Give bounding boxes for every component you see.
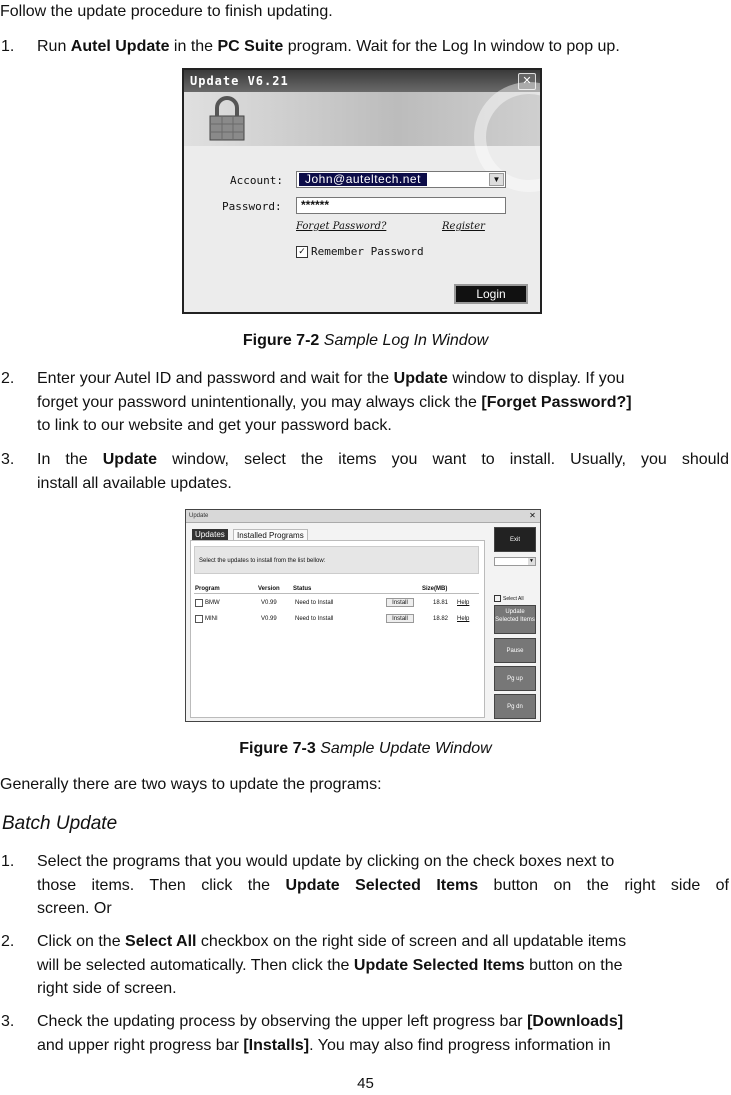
forget-password-link[interactable]: Forget Password? [296,221,387,232]
batch-2-text: Click on the Select All checkbox on the right side of screen and all updatable items will be selected automatically. Then click the Update Selected Items button on the right side of screen. [37,933,627,997]
step-3-text: In the Update window, select the items you want to install. Usually, you should install all available updates. [37,451,729,492]
column-header-size: Size(MB) [422,586,448,592]
chevron-down-icon[interactable]: ▼ [529,558,534,564]
intro-text: Follow the update procedure to finish updating. [0,3,333,20]
update-window-title: Update [186,510,540,523]
page-number: 45 [357,1075,374,1092]
column-header-version: Version [258,586,280,592]
row-status: Need to Install [295,616,334,622]
batch-2-number: 2. [1,933,15,950]
figure-7-3-caption: Figure 7-3 Sample Update Window [239,740,492,757]
header-divider [194,593,479,594]
row-size: 18.81 [433,600,449,606]
tab-installed-programs[interactable]: Installed Programs [233,529,308,541]
step-1-text: Run Autel Update in the PC Suite program. Wait for the Log In window to pop up. [37,38,620,55]
step-2-text: Enter your Autel ID and password and wait for the Update window to display. If you forget your password unintentionally, you may always click the [Forget Password?] to link to our website and get your password back. [37,370,632,434]
account-label: Account: [230,174,283,187]
register-link[interactable]: Register [442,221,485,232]
row-size: 18.82 [433,616,449,622]
generally-text: Generally there are two ways to update the programs: [0,776,382,793]
batch-3-number: 3. [1,1013,15,1030]
select-all-checkbox[interactable]: Select All [494,595,524,602]
login-window-title: Update V6.21 [184,70,540,92]
figure-7-2-caption: Figure 7-2 Sample Log In Window [242,332,489,349]
step-1-number: 1. [1,38,15,55]
row-checkbox[interactable] [195,599,203,607]
close-icon[interactable]: ✕ [518,73,536,90]
select-all-box[interactable] [494,595,501,602]
step-3-number: 3. [1,451,15,468]
password-value: ****** [301,198,330,212]
login-banner [184,92,540,146]
page-down-button[interactable]: Pg dn [494,694,536,719]
batch-3-text: Check the updating process by observing the upper left progress bar [Downloads] and upper right progress bar [Installs]. You may also find progress information in [37,1013,624,1054]
close-icon[interactable]: ✕ [529,511,536,520]
update-sidebar [489,524,539,718]
padlock-icon [206,96,250,142]
column-header-status: Status [293,586,312,592]
column-header-program: Program [195,586,220,592]
program-select[interactable] [494,557,536,566]
row-version: V0.99 [261,616,277,622]
tab-updates[interactable]: Updates [192,529,228,540]
step-2-number: 2. [1,370,15,387]
exit-button[interactable]: Exit [494,527,536,552]
chevron-down-icon[interactable]: ▼ [489,173,504,186]
row-status: Need to Install [295,600,334,606]
install-button[interactable]: Install [386,614,414,623]
batch-update-heading: Batch Update [2,813,118,834]
row-checkbox[interactable] [195,615,203,623]
remember-password-checkbox[interactable]: ✓ [296,246,308,258]
updates-panel [190,540,485,718]
instruction-text: Select the updates to install from the list bellow: [194,546,479,574]
update-window [185,509,541,722]
batch-1-text: Select the programs that you would update by clicking on the check boxes next to those items. Then click the Update Selected Items button on the right side of screen. Or [37,853,730,917]
login-button[interactable]: Login [454,284,528,304]
account-value: John@auteltech.net [299,173,427,186]
row-program: MINI [205,616,218,622]
password-label: Password: [222,200,282,213]
row-version: V0.99 [261,600,277,606]
help-link[interactable]: Help [457,600,470,606]
login-window [182,68,542,314]
password-field[interactable] [296,197,506,214]
update-selected-items-button[interactable]: Update Selected Items [494,605,536,634]
help-link[interactable]: Help [457,616,470,622]
pause-button[interactable]: Pause [494,638,536,663]
install-button[interactable]: Install [386,598,414,607]
remember-password-label: Remember Password [311,245,424,258]
batch-1-number: 1. [1,853,15,870]
page-up-button[interactable]: Pg up [494,666,536,691]
row-program: BMW [205,600,220,606]
account-field[interactable] [296,171,506,188]
